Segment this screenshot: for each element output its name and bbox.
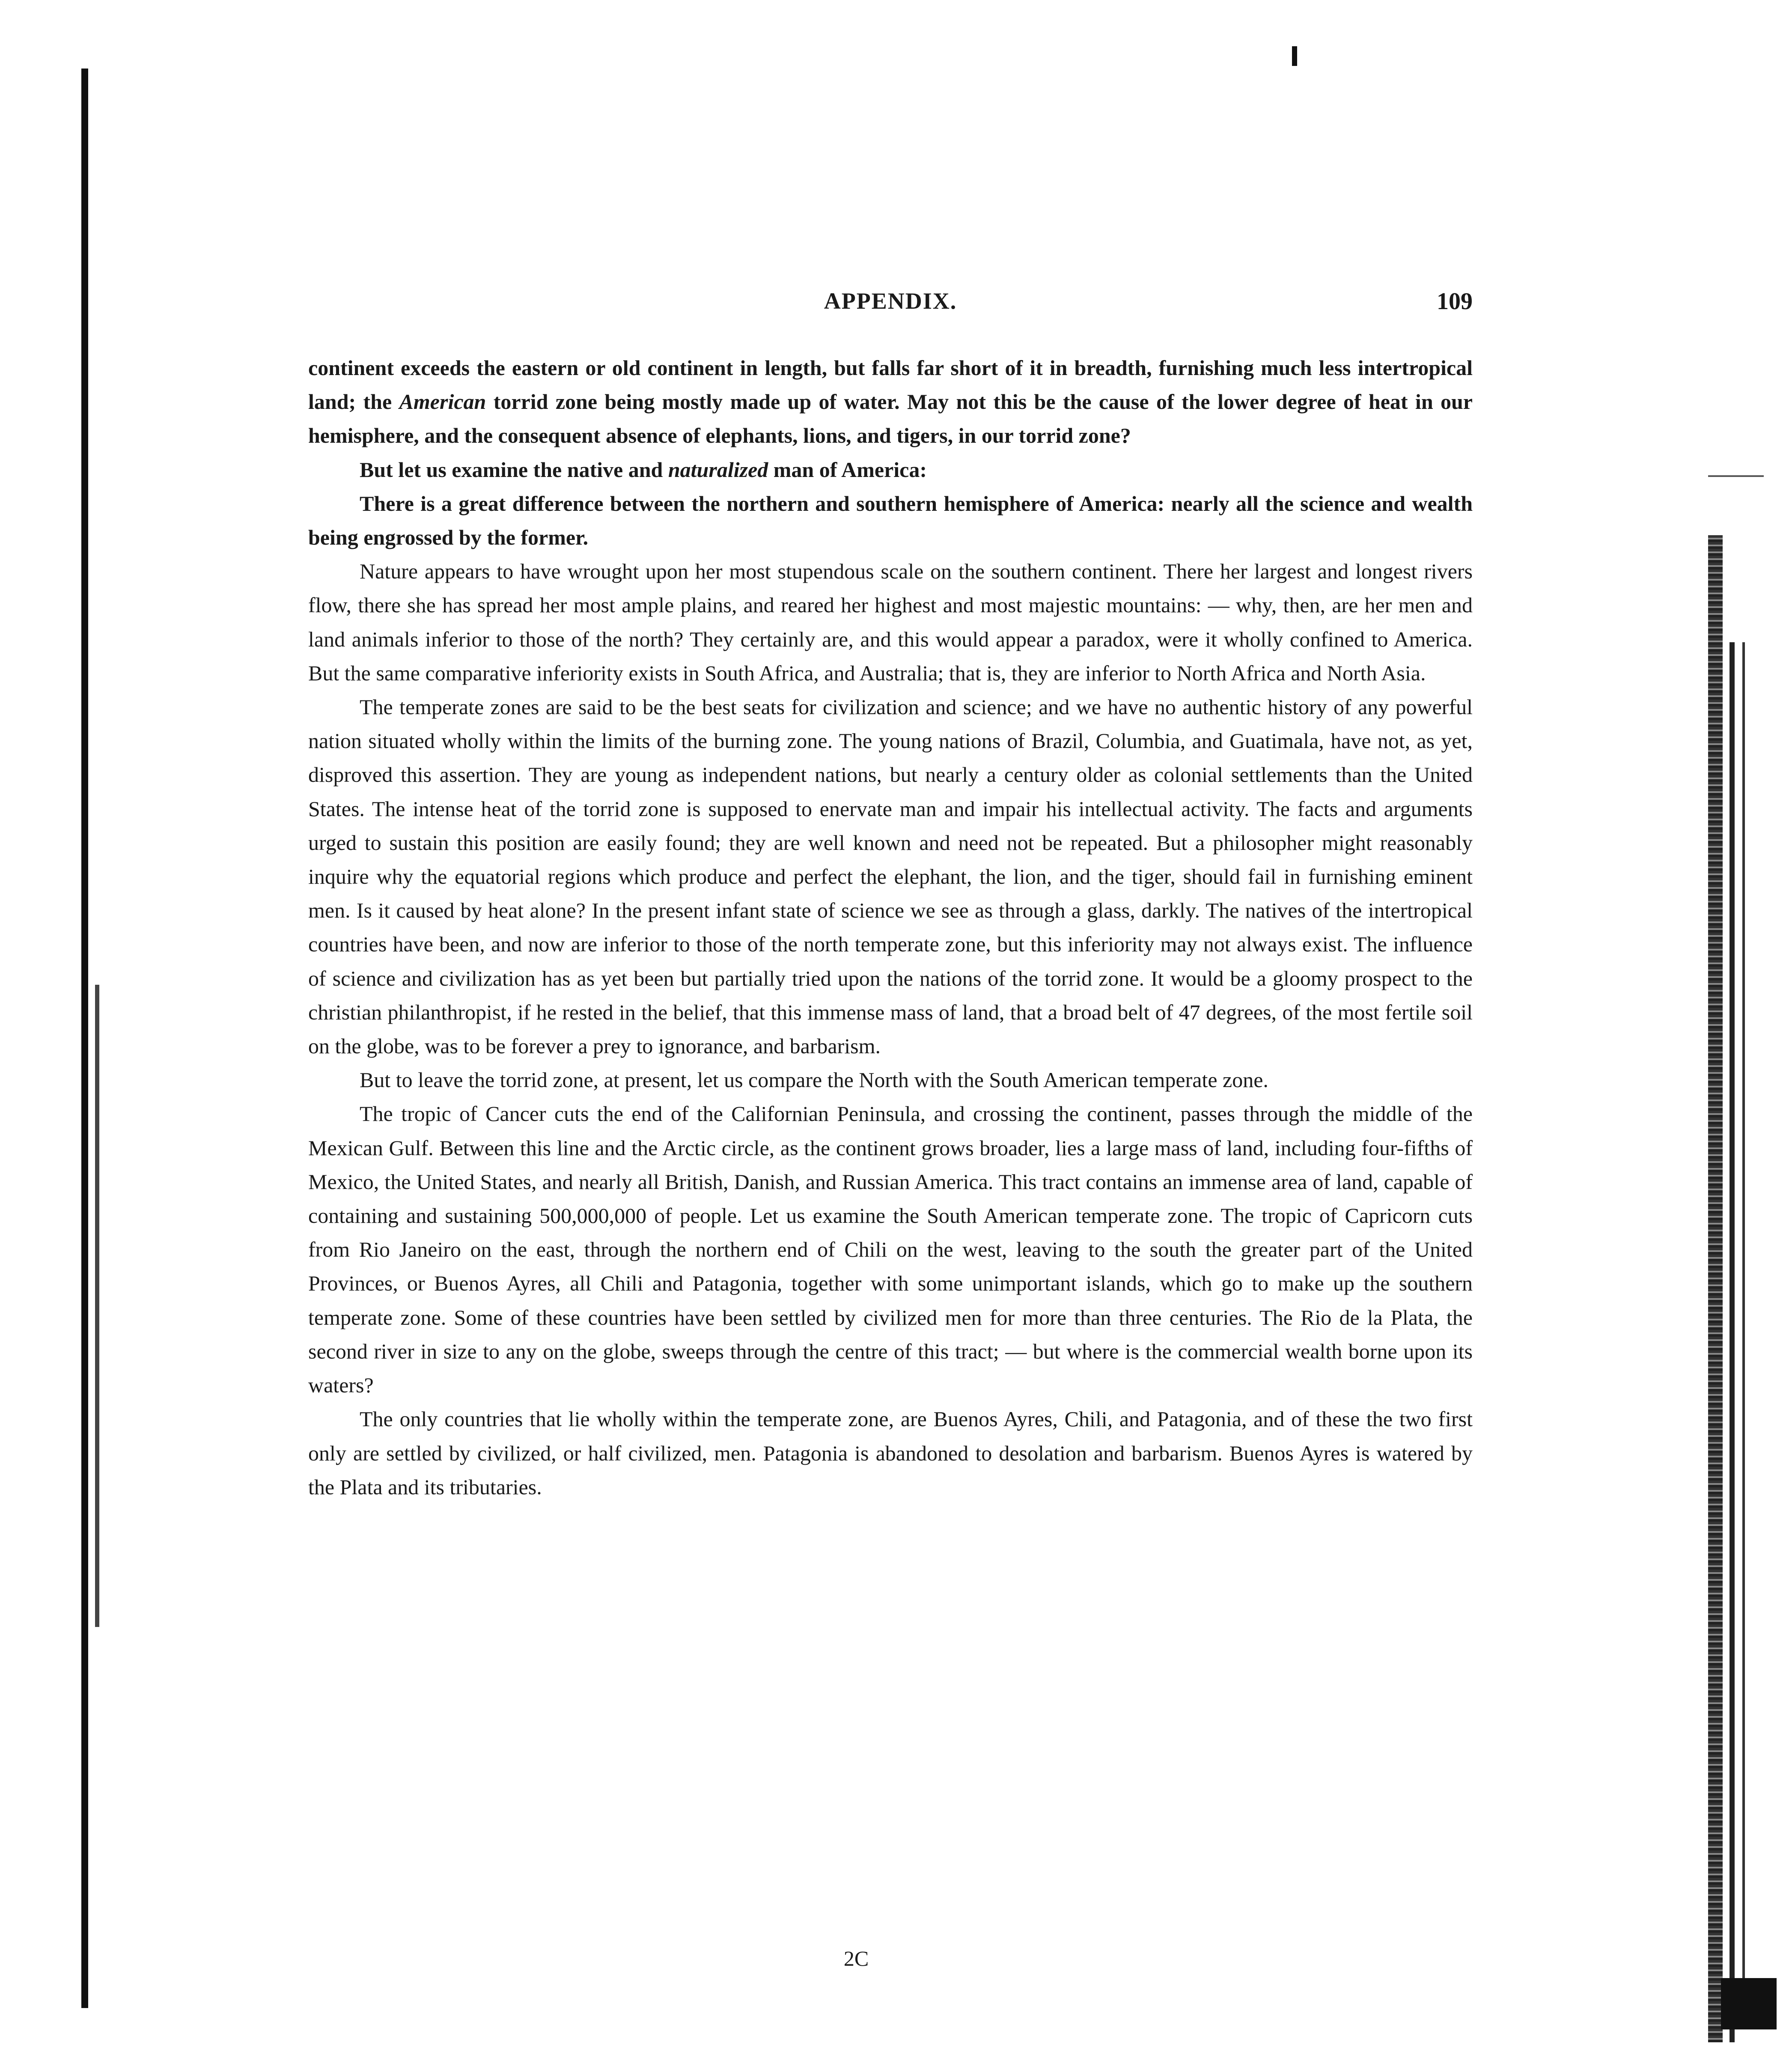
scan-edge-right-inner	[1729, 642, 1735, 2042]
paragraph-6	[308, 1063, 1473, 1097]
paragraph-7	[308, 1097, 1473, 1402]
paragraph-1-text-b: torrid zone being mostly made up of water. May not this be the cause of the lower degree of heat in our hemisphere, and the consequent absence of elephants, lions, and tigers, in our torrid zone?	[308, 390, 1473, 448]
running-head: APPENDIX.	[824, 288, 957, 314]
scan-rule-right	[1708, 475, 1764, 477]
scan-edge-left	[81, 69, 88, 2008]
paragraph-2-text-a: But let us examine the native and	[360, 457, 668, 482]
paragraph-8	[308, 1402, 1473, 1504]
paragraph-8-text-a: The only countries that lie wholly within the temperate zone, are Buenos Ayres, Chili, and Patagonia, and of these the two first only are settled by civilized, or half civilized, men. Patagonia is abandoned to desolation and barbarism. Buenos Ayres is watered by the Plata and its tributaries.	[308, 1407, 1473, 1499]
page-header	[308, 288, 1473, 326]
signature-mark: 2C	[843, 1946, 869, 1970]
paragraph-1	[308, 351, 1473, 453]
scan-edge-left-inner	[95, 985, 99, 1627]
paragraph-1-text-a: continent exceeds the eastern or old continent in length, but falls far short of it in breadth, furnishing much less intertropical land; the	[308, 356, 1473, 414]
paragraph-2-text-b: man of America:	[768, 457, 927, 482]
paragraph-3-text-a: There is a great difference between the northern and southern hemisphere of America: nearly all the science and wealth being engrossed by the former.	[308, 491, 1473, 550]
scan-edge-right-inner-2	[1742, 642, 1745, 2029]
page-number: 109	[1437, 288, 1473, 315]
paragraph-4-text-a: Nature appears to have wrought upon her most stupendous scale on the southern continent. There her largest and longest rivers flow, there she has spread her most ample plains, and reared her highest and most majestic mountains: — why, then, are her men and land animals inferior to those of the north? They certainly are, and this would appear a paradox, were it wholly confined to America. But the same comparative inferiority exists in South Africa, and Australia; that is, they are inferior to North Africa and North Asia.	[308, 559, 1473, 685]
paragraph-7-text-a: The tropic of Cancer cuts the end of the Californian Peninsula, and crossing the continent, passes through the middle of the Mexican Gulf. Between this line and the Arctic circle, as the continent grows broader, lies a large mass of land, including four-fifths of Mexico, the United States, and nearly all British, Danish, and Russian America. This tract contains an immense area of land, capable of containing and sustaining 500,000,000 of people. Let us examine the South American temperate zone. The tropic of Capricorn cuts from Rio Janeiro on the east, through the northern end of Chili on the west, leaving to the south the greater part of the United Provinces, or Buenos Ayres, all Chili and Patagonia, together with some unimportant islands, which go to make up the southern temperate zone. Some of these countries have been settled by civilized men for more than three centuries. The Rio de la Plata, the second river in size to any on the globe, sweeps through the centre of this tract; — but where is the commercial wealth borne upon its waters?	[308, 1102, 1473, 1397]
scan-block-bottom-right	[1721, 1978, 1777, 2029]
paragraph-5-text-a: The temperate zones are said to be the best seats for civilization and science; and we have no authentic history of any powerful nation situated wholly within the limits of the burning zone. The young nations of Brazil, Columbia, and Guatimala, have not, as yet, disproved this assertion. They are young as independent nations, but nearly a century older as colonial settlements than the United States. The intense heat of the torrid zone is supposed to enervate man and impair his intellectual activity. The facts and arguments urged to sustain this position are easily found; they are well known and need not be repeated. But a philosopher might reasonably inquire why the equatorial regions which produce and perfect the elephant, the lion, and the tiger, should fail in furnishing eminent men. Is it caused by heat alone? In the present infant state of science we see as through a glass, darkly. The natives of the intertropical countries have been, and now are inferior to those of the north temperate zone, but this inferiority may not always exist. The influence of science and civilization has as yet been but partially tried upon the nations of the torrid zone. It would be a gloomy prospect to the christian philanthropist, if he rested in the belief, that this immense mass of land, that a broad belt of 47 degrees, of the most fertile soil on the globe, was to be forever a prey to ignorance, and barbarism.	[308, 695, 1473, 1058]
paragraph-1-emphasis: American	[399, 390, 486, 414]
scan-edge-right	[1708, 535, 1723, 2042]
paragraph-5	[308, 690, 1473, 1063]
paragraph-6-text-a: But to leave the torrid zone, at present, let us compare the North with the South American temperate zone.	[360, 1068, 1268, 1092]
paragraph-2	[308, 453, 1473, 487]
paragraph-4	[308, 554, 1473, 690]
paragraph-3	[308, 487, 1473, 554]
scan-tick-top	[1292, 46, 1297, 66]
paragraph-2-emphasis: naturalized	[668, 457, 768, 482]
body-text	[308, 351, 1473, 1504]
